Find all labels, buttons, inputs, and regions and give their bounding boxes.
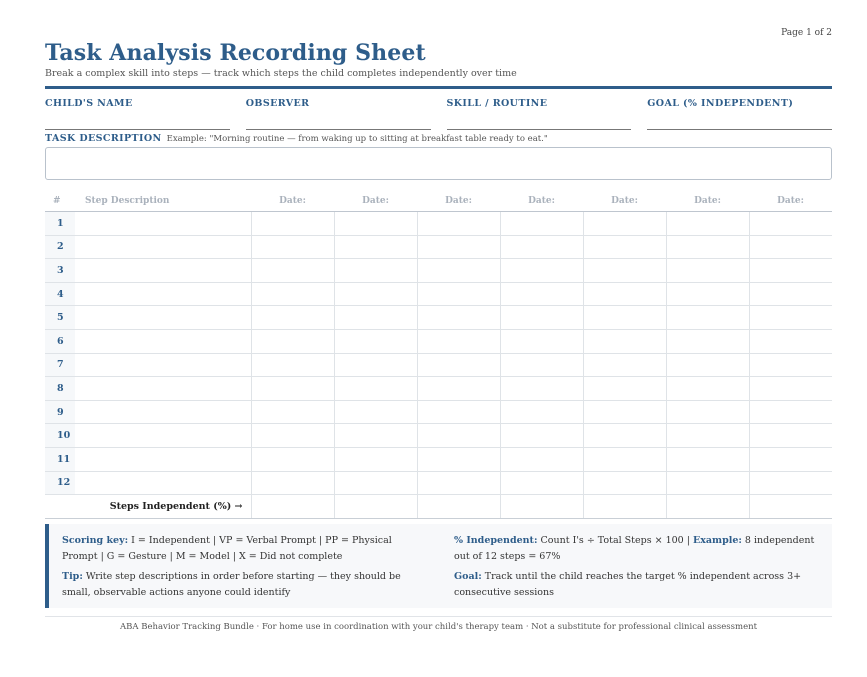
step-description-cell[interactable] (75, 377, 251, 401)
pct-independent-text: Count I's ÷ Total Steps × 100 | (540, 535, 690, 546)
table-row (45, 424, 832, 448)
score-cell[interactable] (583, 400, 666, 424)
pct-independent-label: % Independent: (454, 535, 538, 546)
score-cell[interactable] (417, 212, 500, 236)
score-cell[interactable] (749, 235, 832, 259)
goal-note-label: Goal: (454, 571, 482, 582)
score-cell[interactable] (749, 282, 832, 306)
score-cell[interactable] (251, 212, 334, 236)
scoring-key-text: I = Independent | VP = Verbal Prompt | PP = Physical Prompt | G = Gesture | M = Model | X = Did not complete (62, 535, 392, 562)
table-row (45, 471, 832, 495)
score-cell[interactable] (583, 447, 666, 471)
step-number: 9 (45, 400, 75, 424)
score-cell[interactable] (251, 259, 334, 283)
score-cell[interactable] (666, 447, 749, 471)
goal-note-text: Track until the child reaches the target % independent across 3+ consecutive sessions (454, 571, 802, 598)
score-cell[interactable] (666, 329, 749, 353)
tip-label: Tip: (62, 571, 83, 582)
score-cell[interactable] (334, 377, 417, 401)
score-cell[interactable] (417, 306, 500, 330)
table-row (45, 282, 832, 306)
score-cell[interactable] (666, 259, 749, 283)
total-cell[interactable] (583, 495, 666, 519)
step-description-cell[interactable] (75, 400, 251, 424)
score-cell[interactable] (251, 306, 334, 330)
step-description-cell[interactable] (75, 282, 251, 306)
date-header: Date: (417, 190, 500, 212)
score-cell[interactable] (749, 259, 832, 283)
score-cell[interactable] (500, 282, 583, 306)
total-cell[interactable] (417, 495, 500, 519)
score-cell[interactable] (500, 377, 583, 401)
score-cell[interactable] (583, 212, 666, 236)
table-row (45, 235, 832, 259)
step-number: 10 (45, 424, 75, 448)
total-cell[interactable] (749, 495, 832, 519)
score-cell[interactable] (334, 282, 417, 306)
score-cell[interactable] (749, 306, 832, 330)
score-cell[interactable] (583, 353, 666, 377)
key-left-column (62, 533, 420, 608)
step-description-cell[interactable] (75, 471, 251, 495)
example-label: Example: (692, 535, 742, 546)
score-cell[interactable] (251, 353, 334, 377)
score-cell[interactable] (666, 400, 749, 424)
step-number: 12 (45, 471, 75, 495)
score-cell[interactable] (583, 259, 666, 283)
table-row (45, 306, 832, 330)
score-cell[interactable] (417, 282, 500, 306)
task-description-row (45, 133, 548, 144)
score-cell[interactable] (583, 329, 666, 353)
step-description-cell[interactable] (75, 329, 251, 353)
num-header: # (45, 190, 75, 212)
score-cell[interactable] (666, 471, 749, 495)
score-cell[interactable] (417, 329, 500, 353)
score-cell[interactable] (417, 424, 500, 448)
table-row (45, 259, 832, 283)
score-cell[interactable] (334, 447, 417, 471)
step-description-cell[interactable] (75, 235, 251, 259)
score-cell[interactable] (500, 212, 583, 236)
score-cell[interactable] (417, 235, 500, 259)
score-cell[interactable] (334, 471, 417, 495)
step-number: 5 (45, 306, 75, 330)
score-cell[interactable] (334, 329, 417, 353)
skill-routine-label: SKILL / ROUTINE (446, 98, 548, 109)
table-row (45, 400, 832, 424)
step-description-cell[interactable] (75, 353, 251, 377)
tip-text: Write step descriptions in order before starting — they should be small, observable actions anyone could identify (62, 571, 401, 598)
observer-field[interactable] (246, 98, 431, 130)
score-cell[interactable] (251, 235, 334, 259)
score-cell[interactable] (334, 235, 417, 259)
score-cell[interactable] (666, 377, 749, 401)
score-cell[interactable] (500, 353, 583, 377)
score-cell[interactable] (583, 377, 666, 401)
scoring-key-label: Scoring key: (62, 535, 129, 546)
page-number: Page 1 of 2 (781, 28, 832, 38)
scoring-key (62, 533, 420, 564)
goal-label: GOAL (% INDEPENDENT) (647, 98, 794, 109)
score-cell[interactable] (500, 471, 583, 495)
score-cell[interactable] (417, 400, 500, 424)
total-label: Steps Independent (%) → (45, 495, 251, 519)
table-header-row (45, 190, 832, 212)
pct-independent (454, 533, 820, 564)
score-cell[interactable] (334, 424, 417, 448)
step-number: 11 (45, 447, 75, 471)
goal-note (454, 569, 820, 600)
score-cell[interactable] (749, 424, 832, 448)
total-cell[interactable] (334, 495, 417, 519)
score-cell[interactable] (251, 329, 334, 353)
score-cell[interactable] (749, 377, 832, 401)
score-cell[interactable] (666, 306, 749, 330)
tip (62, 569, 420, 600)
step-description-cell[interactable] (75, 306, 251, 330)
score-cell[interactable] (500, 329, 583, 353)
score-cell[interactable] (583, 471, 666, 495)
task-description-label: TASK DESCRIPTION (45, 133, 162, 144)
date-header: Date: (666, 190, 749, 212)
score-cell[interactable] (749, 471, 832, 495)
score-cell[interactable] (251, 377, 334, 401)
score-cell[interactable] (334, 400, 417, 424)
score-cell[interactable] (500, 235, 583, 259)
scoring-key-box (45, 524, 832, 608)
score-cell[interactable] (251, 282, 334, 306)
step-number: 1 (45, 212, 75, 236)
date-header: Date: (749, 190, 832, 212)
step-description-cell[interactable] (75, 447, 251, 471)
footer: ABA Behavior Tracking Bundle · For home use in coordination with your child's therapy team · Not a substitute for professional clinical assessment (45, 616, 832, 632)
score-cell[interactable] (417, 447, 500, 471)
page-subtitle: Break a complex skill into steps — track which steps the child completes independently over time (45, 68, 517, 79)
childs-name-field[interactable] (45, 98, 230, 130)
score-cell[interactable] (500, 306, 583, 330)
childs-name-label: CHILD'S NAME (45, 98, 133, 109)
step-rows (45, 212, 832, 495)
skill-routine-field[interactable] (447, 98, 632, 130)
score-cell[interactable] (500, 447, 583, 471)
score-cell[interactable] (334, 353, 417, 377)
score-cell[interactable] (666, 424, 749, 448)
page-title: Task Analysis Recording Sheet (45, 40, 426, 66)
score-cell[interactable] (417, 471, 500, 495)
total-cell[interactable] (666, 495, 749, 519)
score-cell[interactable] (666, 282, 749, 306)
task-description-example: Example: "Morning routine — from waking up to sitting at breakfast table ready to eat." (166, 134, 548, 144)
score-cell[interactable] (417, 259, 500, 283)
score-cell[interactable] (500, 400, 583, 424)
score-cell[interactable] (583, 306, 666, 330)
score-cell[interactable] (666, 353, 749, 377)
score-cell[interactable] (666, 235, 749, 259)
goal-field[interactable] (647, 98, 832, 130)
step-number: 2 (45, 235, 75, 259)
step-number: 6 (45, 329, 75, 353)
step-description-cell[interactable] (75, 259, 251, 283)
table-row (45, 329, 832, 353)
step-number: 7 (45, 353, 75, 377)
score-cell[interactable] (666, 212, 749, 236)
score-cell[interactable] (417, 377, 500, 401)
step-header: Step Description (75, 190, 251, 212)
title-rule (45, 86, 832, 89)
key-right-column (454, 533, 820, 608)
step-description-cell[interactable] (75, 212, 251, 236)
score-cell[interactable] (583, 282, 666, 306)
score-cell[interactable] (251, 471, 334, 495)
score-cell[interactable] (334, 306, 417, 330)
score-cell[interactable] (749, 212, 832, 236)
score-cell[interactable] (583, 235, 666, 259)
score-cell[interactable] (334, 212, 417, 236)
score-cell[interactable] (251, 400, 334, 424)
date-header: Date: (583, 190, 666, 212)
total-cell[interactable] (251, 495, 334, 519)
date-header: Date: (500, 190, 583, 212)
step-description-cell[interactable] (75, 424, 251, 448)
step-number: 3 (45, 259, 75, 283)
score-cell[interactable] (749, 400, 832, 424)
table-row (45, 447, 832, 471)
observer-label: OBSERVER (245, 98, 310, 109)
date-header: Date: (251, 190, 334, 212)
score-cell[interactable] (500, 424, 583, 448)
task-description-box[interactable] (45, 147, 832, 180)
date-header: Date: (334, 190, 417, 212)
table-row (45, 212, 832, 236)
score-cell[interactable] (749, 329, 832, 353)
total-row (45, 495, 832, 519)
score-cell[interactable] (417, 353, 500, 377)
score-cell[interactable] (749, 447, 832, 471)
score-cell[interactable] (251, 447, 334, 471)
step-number: 8 (45, 377, 75, 401)
example-text: 8 independent out of 12 steps = 67% (454, 535, 815, 562)
score-cell[interactable] (500, 259, 583, 283)
score-cell[interactable] (251, 424, 334, 448)
table-row (45, 353, 832, 377)
table-row (45, 377, 832, 401)
score-cell[interactable] (334, 259, 417, 283)
score-cell[interactable] (749, 353, 832, 377)
score-cell[interactable] (583, 424, 666, 448)
total-cell[interactable] (500, 495, 583, 519)
info-fields (45, 98, 832, 130)
step-table (45, 190, 832, 519)
step-number: 4 (45, 282, 75, 306)
